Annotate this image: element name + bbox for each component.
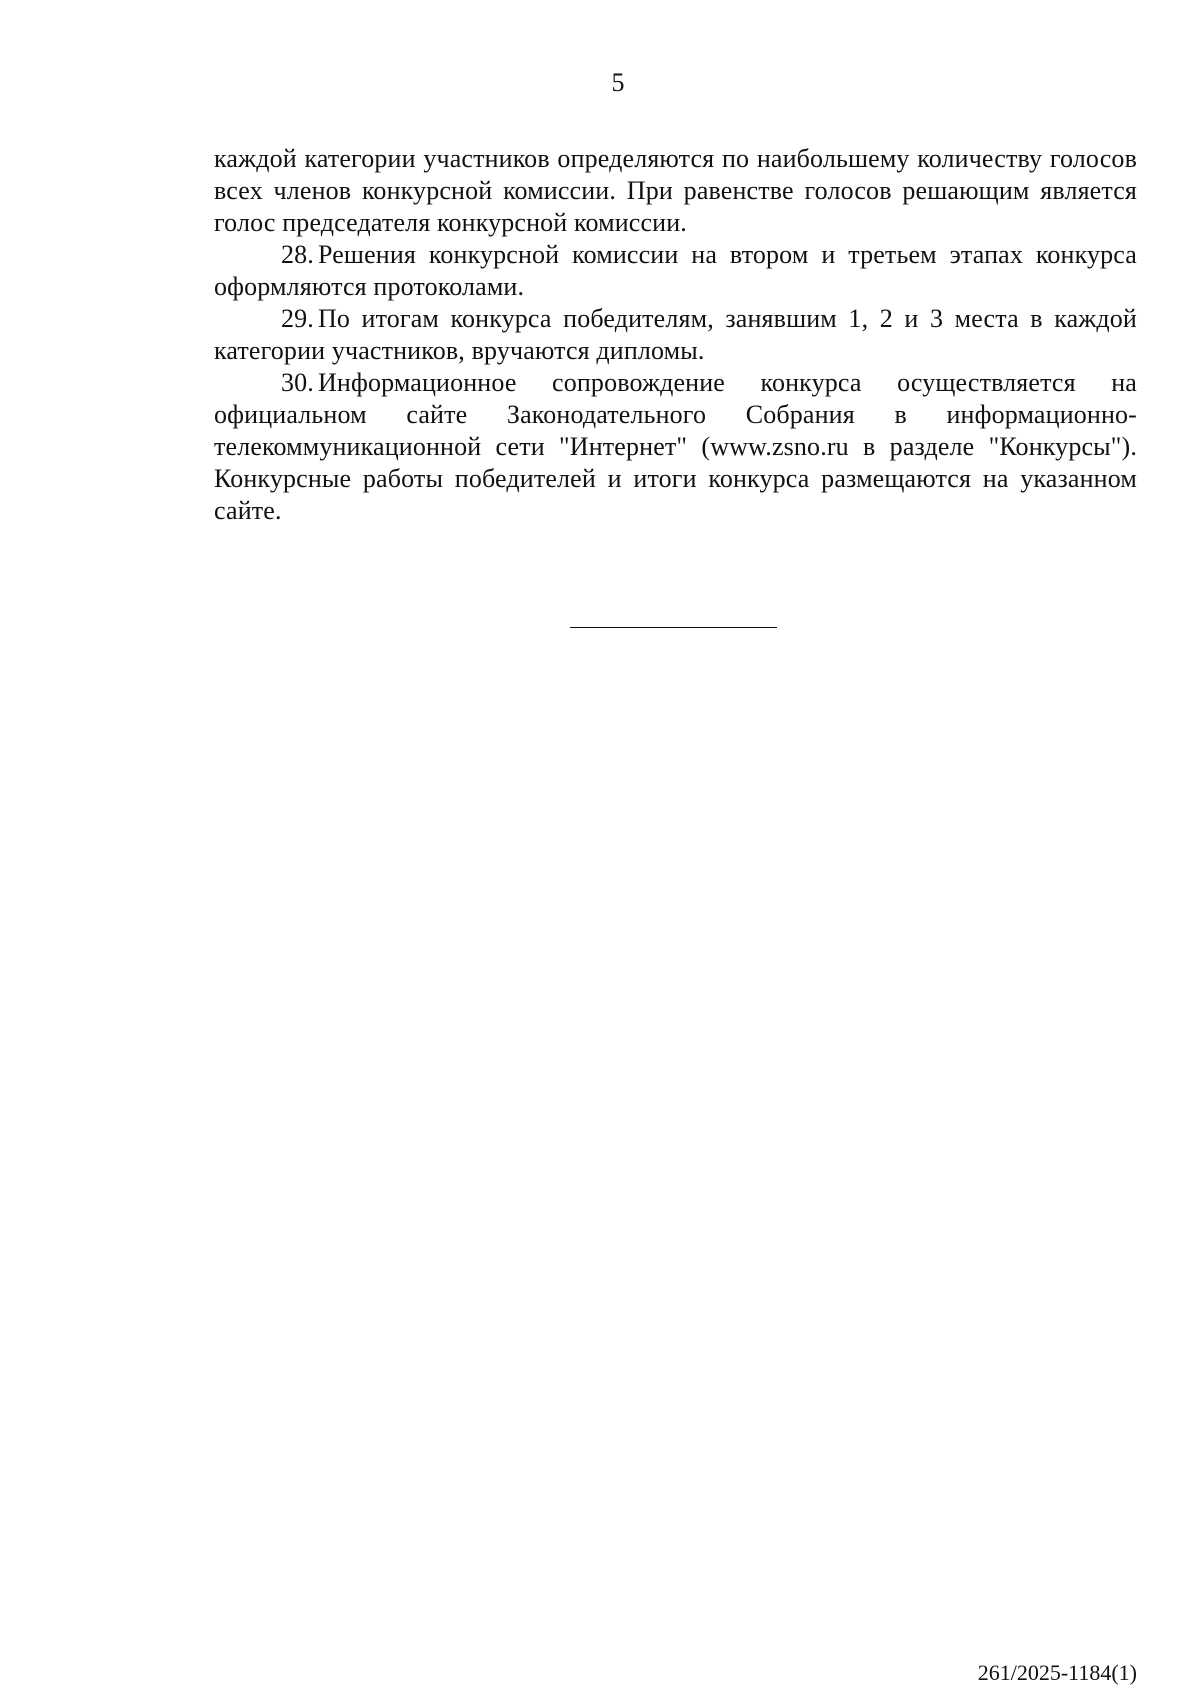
page-number: 5	[611, 68, 625, 97]
paragraph-30	[214, 367, 1137, 527]
paragraph-number: 30.	[281, 368, 314, 397]
document-code: 261/2025-1184(1)	[977, 1660, 1137, 1685]
paragraph-number: 28.	[281, 240, 314, 269]
end-divider-line	[570, 627, 777, 628]
paragraph-29	[214, 303, 1137, 367]
document-body	[214, 143, 1137, 527]
paragraph-continuation	[214, 143, 1137, 239]
paragraph-text: каждой категории участников определяются по наибольшему количеству голосов всех членов конкурсной комиссии. При равенстве голосов решающим является голос председателя конкурсной комиссии.	[214, 144, 1137, 237]
paragraph-text: Информационное сопровождение конкурса осуществляется на официальном сайте Законодательного Собрания в информационно-телекоммуникационной сети "Интернет" (www.zsno.ru в разделе "Конкурсы"). Конкурсные работы победителей и итоги конкурса размещаются на указанном сайте.	[214, 368, 1137, 525]
paragraph-text: Решения конкурсной комиссии на втором и третьем этапах конкурса оформляются протоколами.	[214, 240, 1137, 301]
paragraph-text: По итогам конкурса победителям, занявшим 1, 2 и 3 места в каждой категории участников, вручаются дипломы.	[214, 304, 1137, 365]
paragraph-28	[214, 239, 1137, 303]
paragraph-number: 29.	[281, 304, 314, 333]
